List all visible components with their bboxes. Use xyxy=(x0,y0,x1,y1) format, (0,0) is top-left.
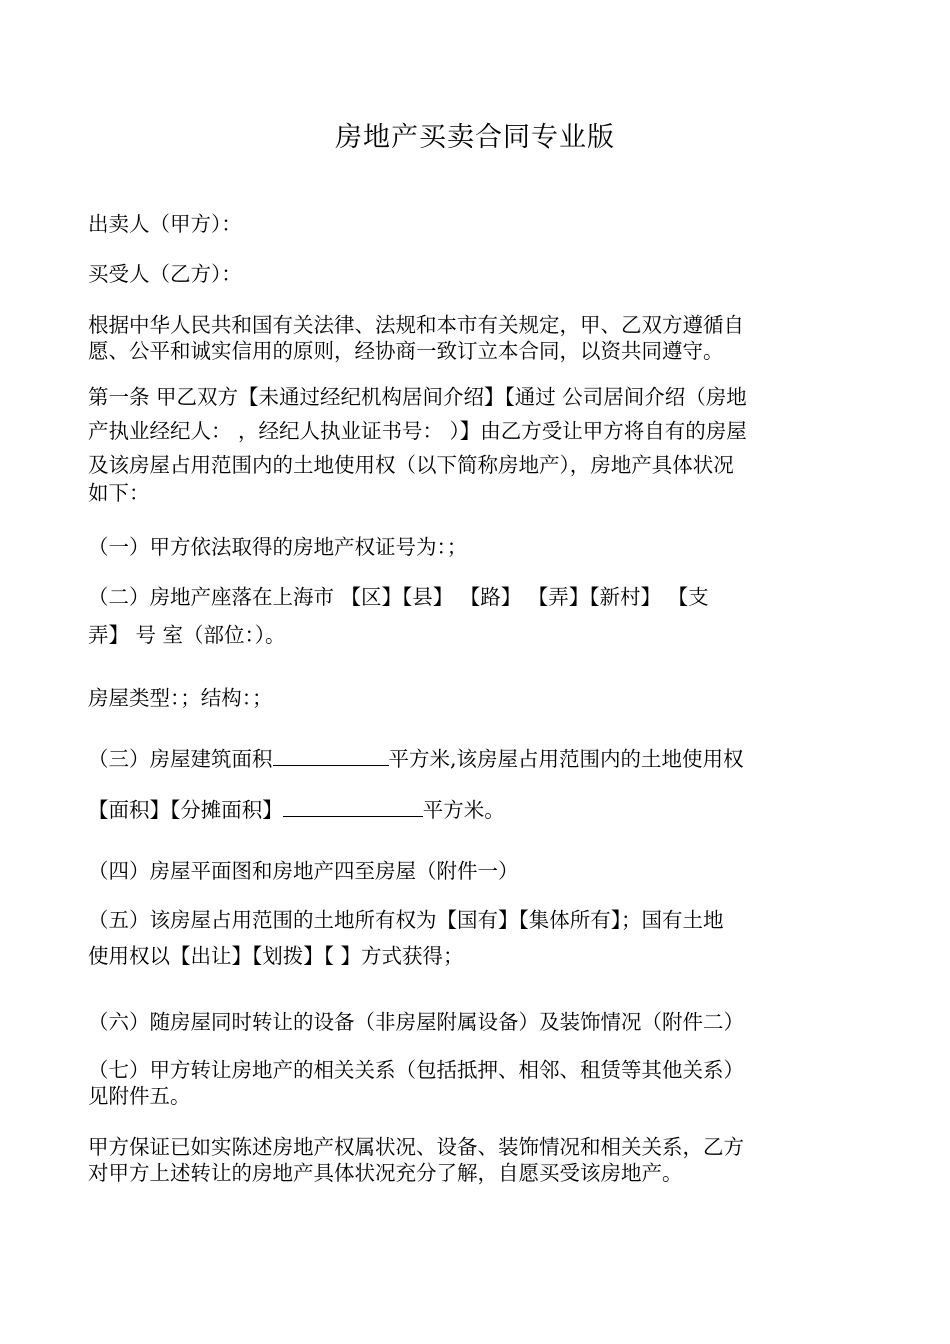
house-type-line: 房屋类型：；结构：； xyxy=(88,686,273,710)
seller-line: 出卖人（甲方）： xyxy=(88,212,242,236)
item-3-suffix: 平方米。 xyxy=(422,798,505,822)
item-4: （四）房屋平面图和房地产四至房屋（附件一） xyxy=(88,859,519,883)
preamble-paragraph xyxy=(88,312,866,364)
item-2-line: （二）房地产座落在上海市 【区】【县】 【路】 【弄】【新村】 【支 xyxy=(88,585,709,609)
item-5-paragraph xyxy=(88,903,866,973)
item-7-paragraph xyxy=(88,1057,866,1109)
item-3-prefix: （三）房屋建筑面积 xyxy=(88,747,273,771)
preamble-line: 愿、公平和诚实信用的原则，经协商一致订立本合同，以资共同遵守。 xyxy=(88,339,724,363)
item-3-line-1 xyxy=(88,745,866,772)
article-1-paragraph xyxy=(88,380,866,504)
preamble-line: 根据中华人民共和国有关法律、法规和本市有关规定，甲、乙双方遵循自 xyxy=(88,313,744,337)
guarantee-line: 对甲方上述转让的房地产具体状况充分了解，自愿买受该房地产。 xyxy=(88,1161,683,1185)
article-1-line: 第一条 甲乙双方【未通过经纪机构居间介绍】【通过 公司居间介绍（房地 xyxy=(88,385,747,409)
guarantee-line: 甲方保证已如实陈述房地产权属状况、设备、装饰情况和相关关系，乙方 xyxy=(88,1135,744,1159)
item-3-line2-prefix: 【面积】【分摊面积】 xyxy=(88,798,283,822)
building-area-blank xyxy=(273,745,389,766)
item-7-line: （七）甲方转让房地产的相关关系（包括抵押、相邻、租赁等其他关系） xyxy=(88,1058,744,1082)
article-1-line: 如下： xyxy=(88,481,150,505)
document-title: 房地产买卖合同专业版 xyxy=(335,122,615,153)
item-3-middle: 平方米,该房屋占用范围内的土地使用权 xyxy=(388,747,744,771)
buyer-line: 买受人（乙方）： xyxy=(88,262,242,286)
item-2-paragraph xyxy=(88,580,866,652)
item-5-line: （五）该房屋占用范围的土地所有权为【国有】【集体所有】；国有土地 xyxy=(88,908,724,932)
item-2-line: 弄】 号 室（部位：）。 xyxy=(88,623,286,647)
land-area-blank xyxy=(283,796,423,817)
item-3-line-2 xyxy=(88,796,866,823)
item-6: （六）随房屋同时转让的设备（非房屋附属设备）及装饰情况（附件二） xyxy=(88,1010,744,1034)
item-7-line: 见附件五。 xyxy=(88,1084,191,1108)
article-1-line: 及该房屋占用范围内的土地使用权（以下简称房地产），房地产具体状况 xyxy=(88,453,734,477)
item-1: （一）甲方依法取得的房地产权证号为：； xyxy=(88,535,468,559)
item-5-line: 使用权以【出让】【划拨】【 】方式获得； xyxy=(88,944,464,968)
guarantee-paragraph xyxy=(88,1134,866,1186)
article-1-line: 产执业经纪人： ，经纪人执业证书号： ）】由乙方受让甲方将自有的房屋 xyxy=(88,419,747,443)
